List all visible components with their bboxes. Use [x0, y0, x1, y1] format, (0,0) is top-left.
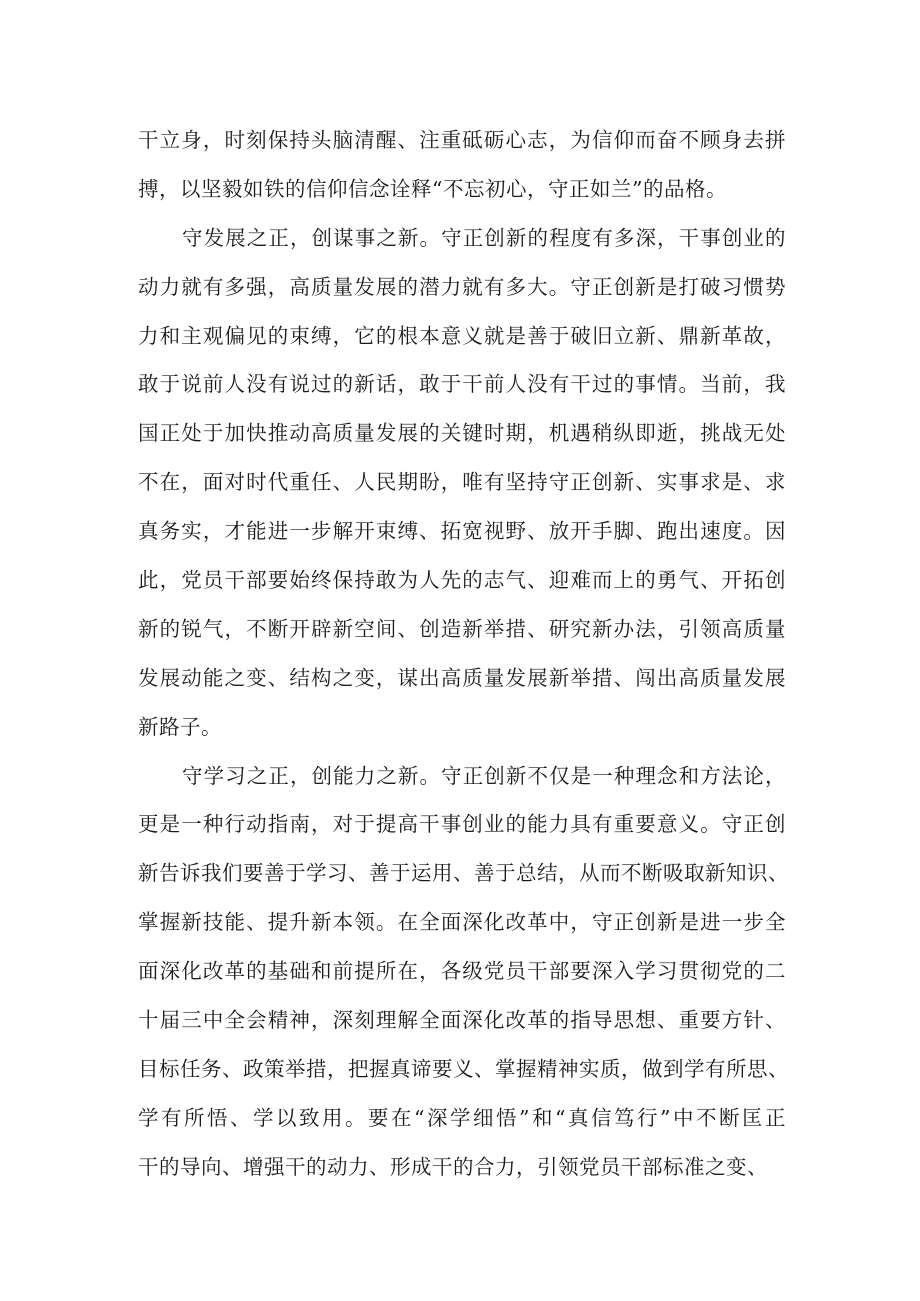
paragraph-3-line-4: 掌握新技能、提升新本领。在全面深化改革中，守正创新是进一步全	[138, 910, 786, 935]
paragraph-3-line-1: 守学习之正，创能力之新。守正创新不仅是一种理念和方法论，	[182, 763, 786, 788]
paragraph-3-line-8: 学有所悟、学以致用。要在“深学细悟”和“真信笃行”中不断匡正	[138, 1105, 786, 1130]
paragraph-2-line-7: 真务实，才能进一步解开束缚、拓宽视野、放开手脚、跑出速度。因	[138, 519, 786, 544]
paragraph-1-line-1: 干立身，时刻保持头脑清醒、注重砥砺心志，为信仰而奋不顾身去拼	[138, 128, 786, 152]
paragraph-2-line-5: 国正处于加快推动高质量发展的关键时期，机遇稍纵即逝，挑战无处	[138, 421, 786, 446]
paragraph-3-line-2: 更是一种行动指南，对于提高干事创业的能力具有重要意义。守正创	[138, 812, 786, 837]
paragraph-3-line-3: 新告诉我们要善于学习、善于运用、善于总结，从而不断吸取新知识、	[138, 861, 789, 886]
paragraph-1-line-2: 搏，以坚毅如铁的信仰信念诠释“不忘初心，守正如兰”的品格。	[138, 176, 727, 201]
paragraph-2-line-10: 发展动能之变、结构之变，谋出高质量发展新举措、闯出高质量发展	[138, 665, 786, 690]
paragraph-2-line-1: 守发展之正，创谋事之新。守正创新的程度有多深，干事创业的	[182, 225, 786, 250]
paragraph-3-line-9: 干的导向、增强干的动力、形成干的合力，引领党员干部标准之变、	[138, 1154, 768, 1179]
paragraph-3-line-5: 面深化改革的基础和前提所在，各级党员干部要深入学习贯彻党的二	[138, 959, 786, 984]
paragraph-2-line-11: 新路子。	[138, 714, 222, 739]
body-text	[138, 116, 789, 1192]
paragraph-2-line-4: 敢于说前人没有说过的新话，敢于干前人没有干过的事情。当前，我	[138, 372, 786, 397]
paragraph-2-line-3: 力和主观偏见的束缚，它的根本意义就是善于破旧立新、鼎新革故，	[138, 323, 786, 348]
paragraph-2-line-9: 新的锐气，不断开辟新空间、创造新举措、研究新办法，引领高质量	[138, 616, 786, 641]
paragraph-3-line-7: 目标任务、政策举措，把握真谛要义、掌握精神实质，做到学有所思、	[138, 1056, 789, 1081]
paragraph-2-line-2: 动力就有多强，高质量发展的潜力就有多大。守正创新是打破习惯势	[138, 274, 786, 299]
paragraph-2-line-8: 此，党员干部要始终保持敢为人先的志气、迎难而上的勇气、开拓创	[138, 568, 786, 593]
paragraph-2-line-6: 不在，面对时代重任、人民期盼，唯有坚持守正创新、实事求是、求	[138, 470, 786, 495]
paragraph-3-line-6: 十届三中全会精神，深刻理解全面深化改革的指导思想、重要方针、	[138, 1008, 786, 1033]
